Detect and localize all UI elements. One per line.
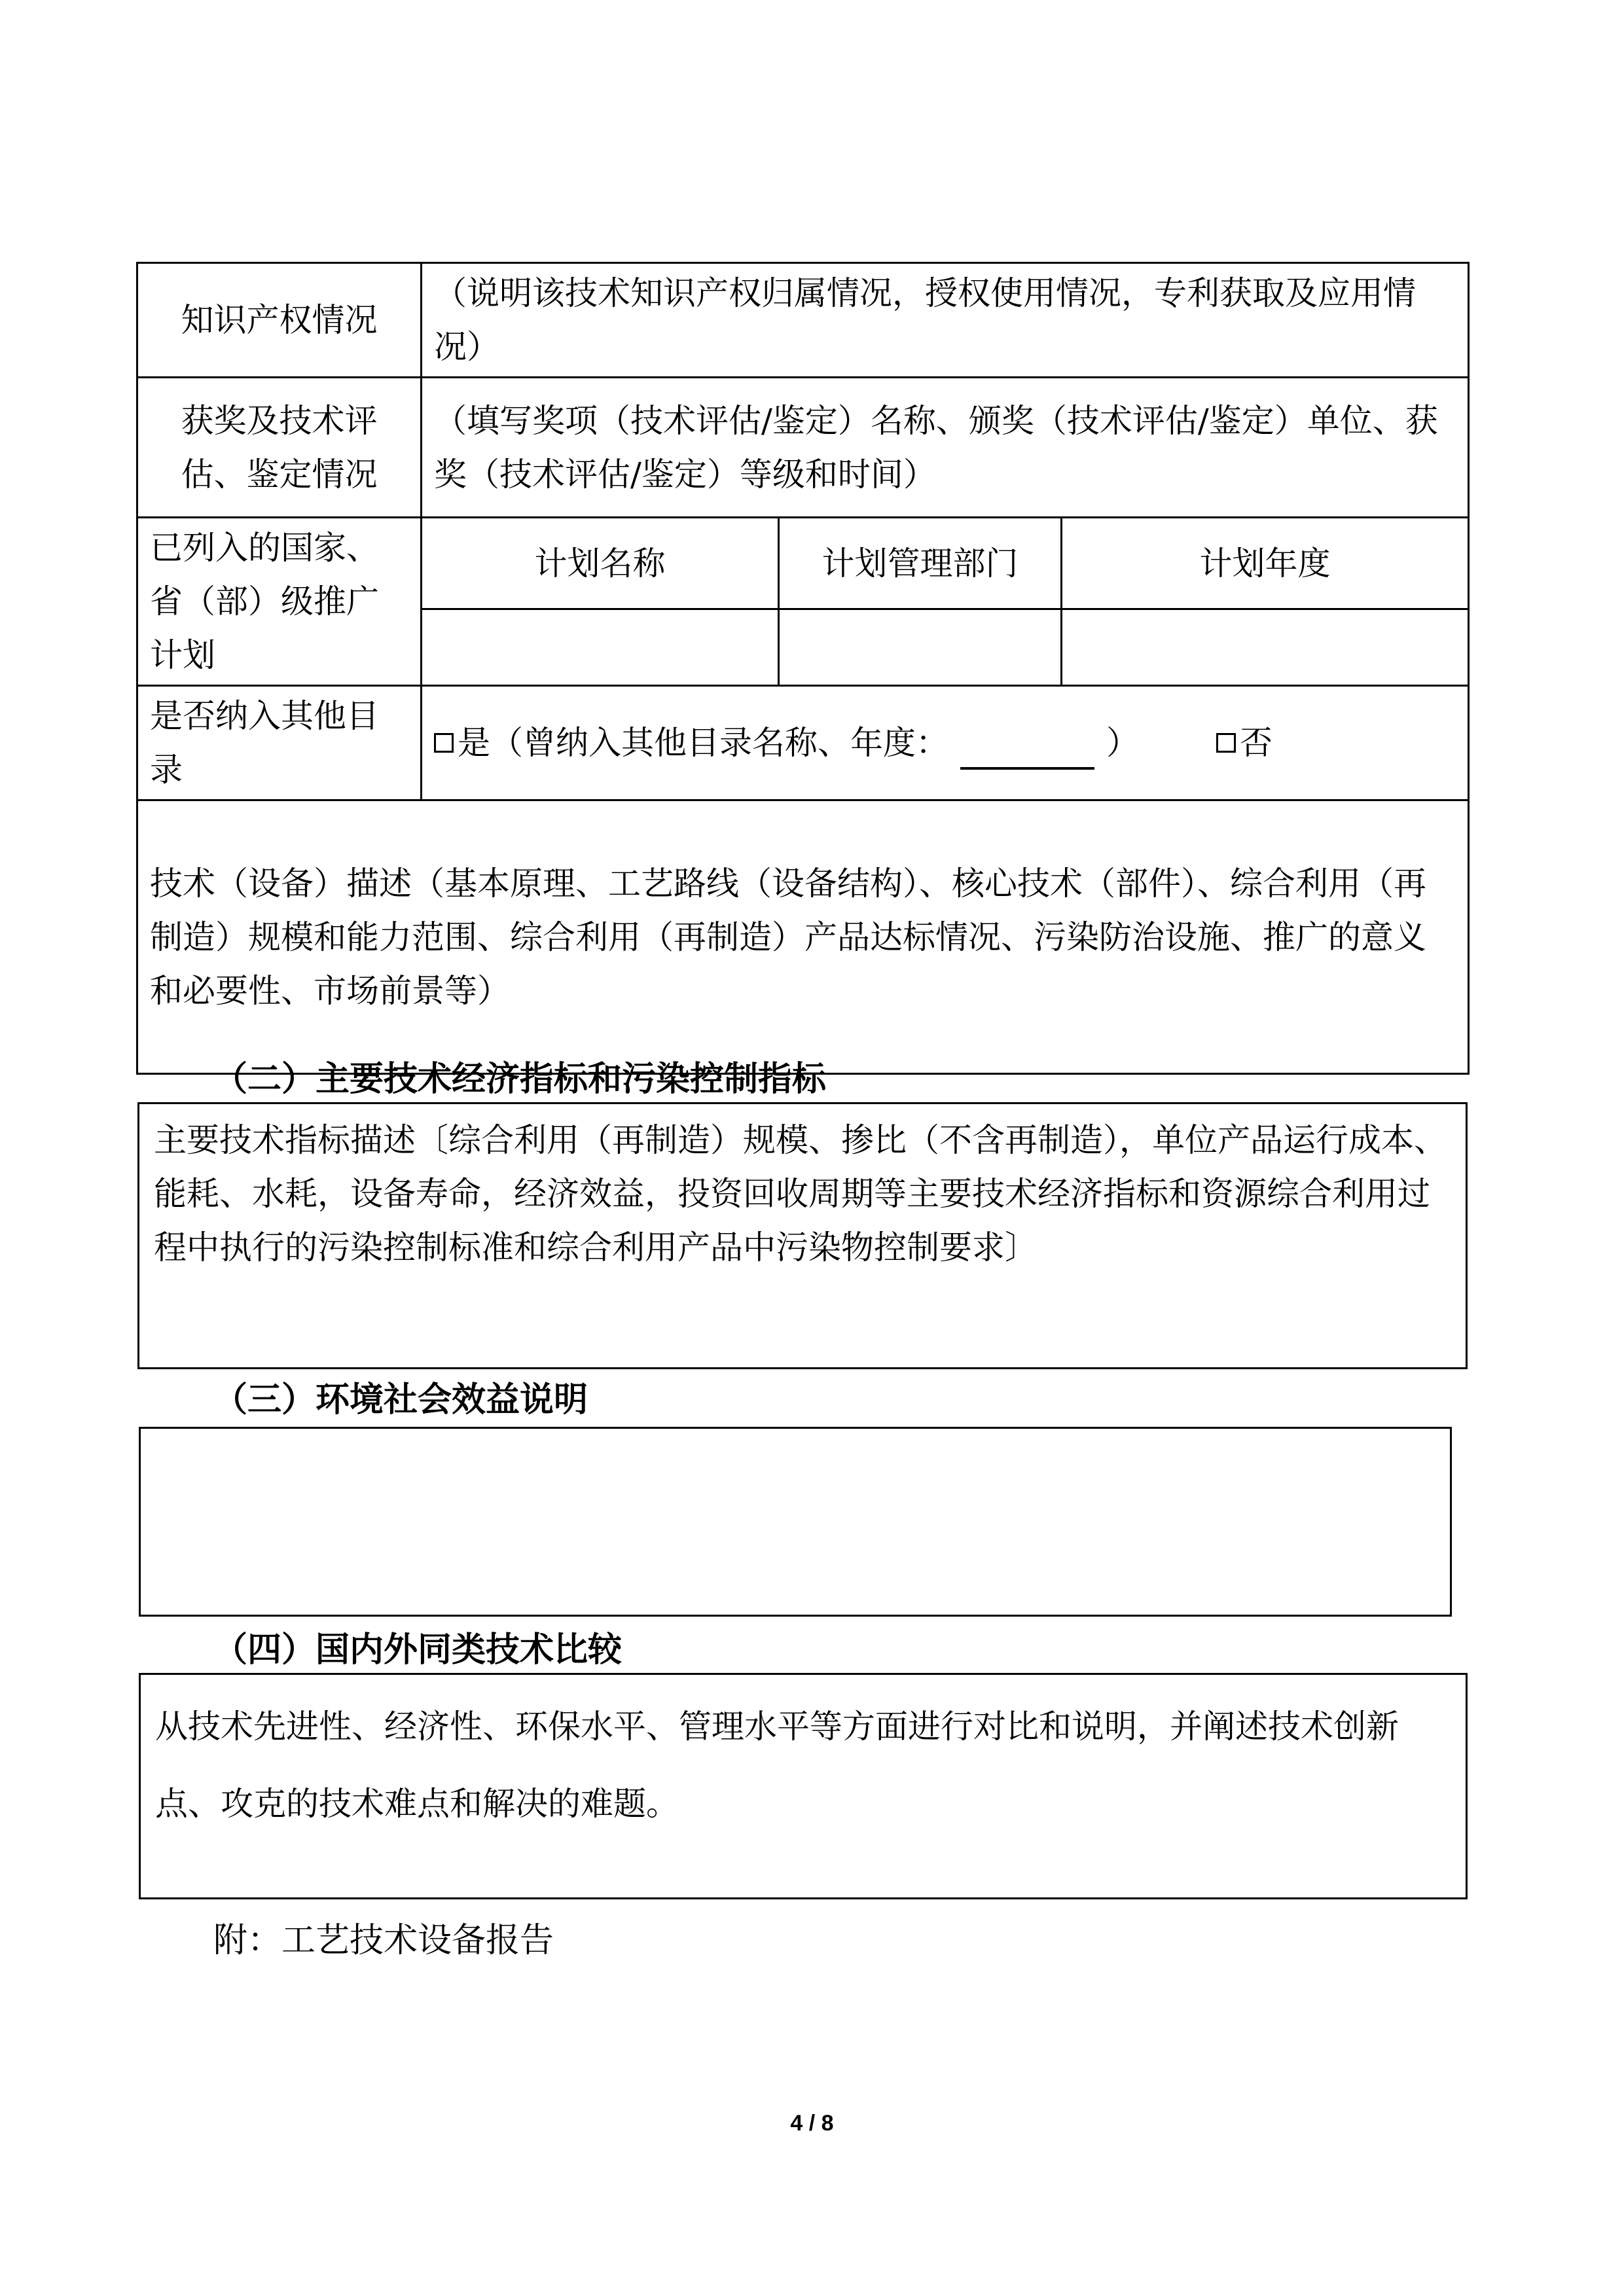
no-option-label: 否 xyxy=(1240,724,1272,762)
section4-box[interactable] xyxy=(139,1673,1468,1899)
ip-label: 知识产权情况 xyxy=(137,263,422,378)
section4-text: 从技术先进性、经济性、环保水平、管理水平等方面进行对比和说明，并阐述技术创新点、攻克的技术难点和解决的难题。 xyxy=(155,1708,1399,1823)
attachment-note: 附：工艺技术设备报告 xyxy=(213,1921,554,1960)
page-number: 4 / 8 xyxy=(790,2111,834,2136)
section4-heading: （四）国内外同类技术比较 xyxy=(213,1630,623,1670)
plan-dept-field[interactable] xyxy=(779,609,1062,686)
plan-label: 已列入的国家、省（部）级推广计划 xyxy=(137,518,422,686)
yes-checkbox[interactable] xyxy=(434,733,454,753)
yes-option-label: 是（曾纳入其他目录名称、年度： xyxy=(458,724,948,762)
no-checkbox[interactable] xyxy=(1216,733,1236,753)
plan-year-field[interactable] xyxy=(1062,609,1469,686)
ip-field[interactable]: （说明该技术知识产权归属情况，授权使用情况，专利获取及应用情况） xyxy=(422,263,1469,378)
section2-box[interactable] xyxy=(137,1102,1468,1369)
plan-col-name: 计划名称 xyxy=(422,518,779,609)
section3-heading: （三）环境社会效益说明 xyxy=(213,1380,588,1420)
section3-box[interactable] xyxy=(139,1427,1452,1617)
other-catalog-label: 是否纳入其他目录 xyxy=(137,686,422,800)
tech-description-field[interactable]: 技术（设备）描述（基本原理、工艺路线（设备结构）、核心技术（部件）、综合利用（再制造）规模和能力范围、综合利用（再制造）产品达标情况、污染防治设施、推广的意义和必要性、市场前景等） xyxy=(137,800,1469,1074)
section2-heading: （二）主要技术经济指标和污染控制指标 xyxy=(213,1060,827,1099)
award-label: 获奖及技术评估、鉴定情况 xyxy=(137,378,422,518)
plan-col-year: 计划年度 xyxy=(1062,518,1469,609)
yes-option-close: ） xyxy=(1106,724,1139,762)
tech-info-table xyxy=(136,262,1470,1075)
section2-text: 主要技术指标描述〔综合利用（再制造）规模、掺比（不含再制造），单位产品运行成本、能耗、水耗，设备寿命，经济效益，投资回收周期等主要技术经济指标和资源综合利用过程中执行的污染控制标准和综合利用产品中污染物控制要求〕 xyxy=(154,1121,1447,1266)
plan-name-field[interactable] xyxy=(422,609,779,686)
other-catalog-field xyxy=(422,686,1469,800)
plan-col-dept: 计划管理部门 xyxy=(779,518,1062,609)
catalog-name-blank[interactable] xyxy=(960,733,1094,770)
award-field[interactable]: （填写奖项（技术评估/鉴定）名称、颁奖（技术评估/鉴定）单位、获奖（技术评估/鉴定）等级和时间） xyxy=(422,378,1469,518)
